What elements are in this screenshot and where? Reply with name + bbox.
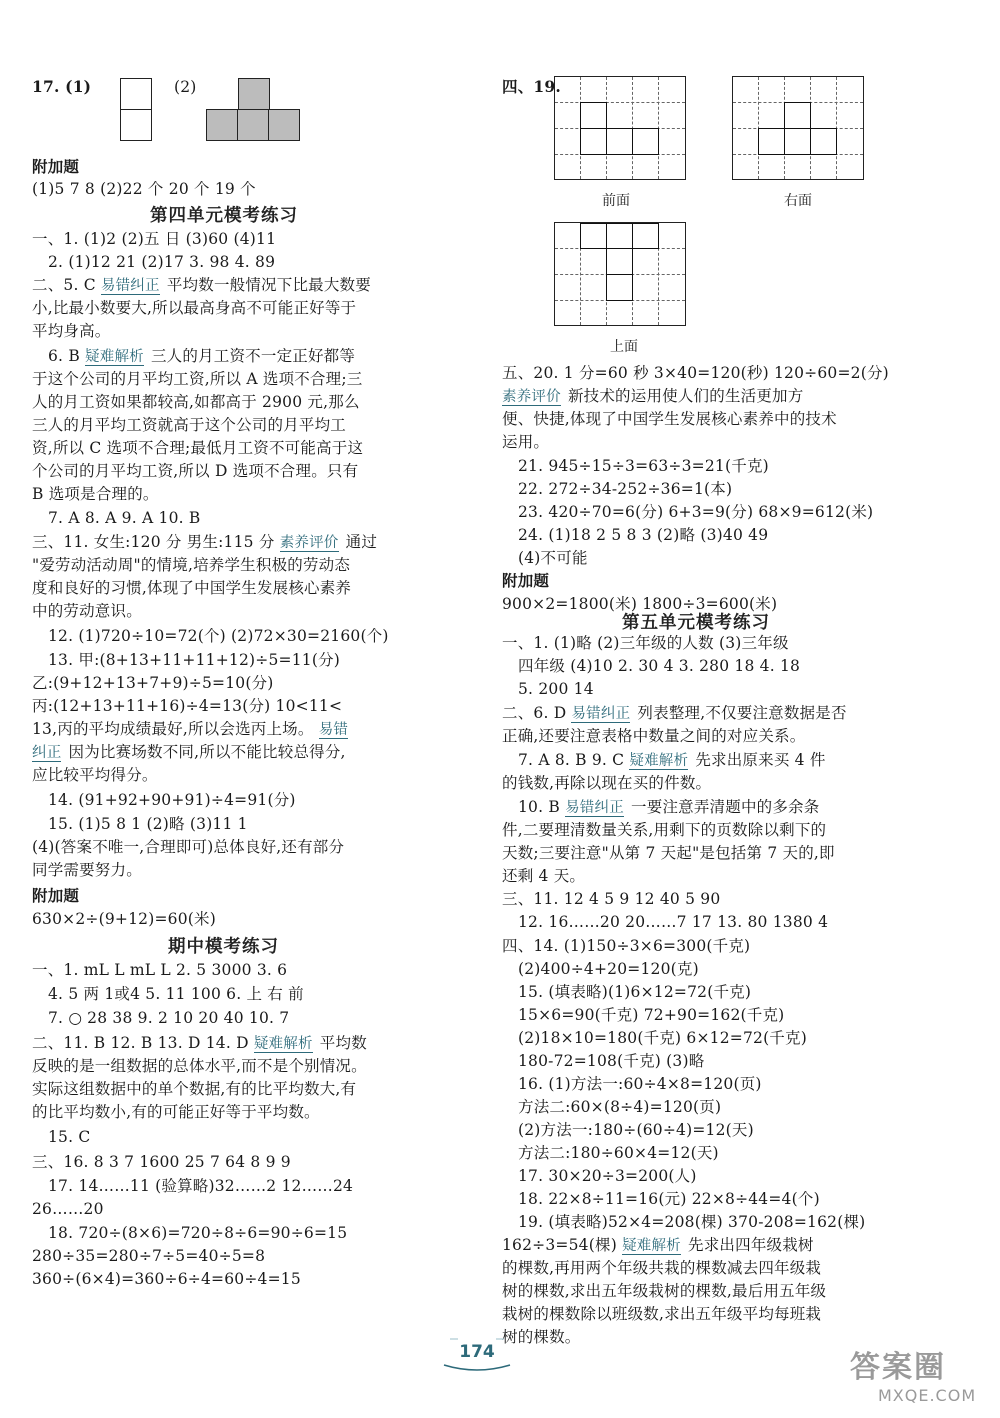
s5-line: 方法二:180÷60×4=12(天) xyxy=(518,1144,719,1162)
top-view-cell xyxy=(606,223,633,249)
midterm-title: 期中模考练习 xyxy=(168,937,279,957)
s5-line: 16. (1)方法一:60÷4×8=120(页) xyxy=(518,1075,762,1093)
right-view-cell xyxy=(758,128,785,155)
mid-line: 18. 720÷(8×6)=720÷8÷6=90÷6=15 xyxy=(48,1224,348,1242)
s4-line: 纠正 因为比赛场数不同,所以不能比较总得分, xyxy=(32,743,346,761)
front-view-caption: 前面 xyxy=(602,193,630,209)
extra-line: 900×2=1800(米) 1800÷3=600(米) xyxy=(502,595,778,613)
s4-line: 于这个公司的月平均工资,所以 A 选项不合理;三 xyxy=(32,370,363,388)
s5-line: 162÷3=54(棵) 疑难解析 先求出四年级栽树 xyxy=(502,1236,814,1254)
extra1-line: (1)5 7 8 (2)22 个 20 个 19 个 xyxy=(32,180,256,198)
q17-label: 17. (1) xyxy=(32,77,92,96)
quality-eval-tag: 素养评价 xyxy=(279,535,339,551)
s4-line: 13,丙的平均成绩最好,所以会选丙上场。 易错 xyxy=(32,720,349,738)
r-line: 22. 272÷34-252÷36=1(本) xyxy=(518,480,733,498)
error-correction-tag: 易错纠正 xyxy=(565,800,624,816)
s5-line: 树的棵数。 xyxy=(502,1328,581,1346)
q19-label: 四、19. xyxy=(502,77,561,96)
s4-line: 个公司的月平均工资,所以 D 选项不合理。只有 xyxy=(32,462,359,480)
mid-line: 一、1. mL L mL L 2. 5 3000 3. 6 xyxy=(32,961,288,979)
extra2-line: 630×2÷(9+12)=60(米) xyxy=(32,910,216,928)
r-line: 素养评价 新技术的运用使人们的生活更加方 xyxy=(502,387,804,405)
r-line: (4)不可能 xyxy=(518,549,588,567)
s5-line: 四年级 (4)10 2. 30 4 3. 280 18 4. 18 xyxy=(518,657,801,675)
page-number: 174 xyxy=(459,1342,495,1362)
s4-line: 人的月工资如果都较高,如都高于 2900 元,那么 xyxy=(32,393,360,411)
mid-line: 实际这组数据中的单个数据,有的比平均数大,有 xyxy=(32,1080,357,1098)
s4-line: 14. (91+92+90+91)÷4=91(分) xyxy=(48,791,296,809)
s4-line: 13. 甲:(8+13+11+11+12)÷5=11(分) xyxy=(48,651,341,669)
s4-line: 2. (1)12 21 (2)17 3. 98 4. 89 xyxy=(48,253,276,271)
extra-title: 附加题 xyxy=(502,571,550,590)
quality-eval-tag: 素养评价 xyxy=(502,389,561,405)
analysis-tag: 疑难解析 xyxy=(622,1238,681,1254)
analysis-tag: 疑难解析 xyxy=(629,753,689,769)
q17-figure2-square-3 xyxy=(268,109,300,141)
front-view-cell xyxy=(632,128,659,155)
top-view-cell xyxy=(580,223,607,249)
s5-line: 件,二要理清数量关系,用剩下的页数除以剩下的 xyxy=(502,821,827,839)
s4-line: 6. B 疑难解析 三人的月工资不一定正好都等 xyxy=(48,347,356,365)
s5-line: 10. B 易错纠正 一要注意弄清题中的多余条 xyxy=(518,798,820,816)
s5-line: 17. 30×20÷3=200(人) xyxy=(518,1167,697,1185)
r-line: 23. 420÷70=6(分) 6+3=9(分) 68×9=612(米) xyxy=(518,503,874,521)
s5-line: 5. 200 14 xyxy=(518,680,594,698)
error-correction-tag: 纠正 xyxy=(32,745,62,761)
s5-line: 180-72=108(千克) (3)略 xyxy=(518,1052,705,1070)
right-view-cell xyxy=(810,128,837,155)
q17-figure2-square-2 xyxy=(237,109,269,141)
s5-line: 12. 16……20 20……7 17 13. 80 1380 4 xyxy=(518,913,829,931)
section5-title: 第五单元模考练习 xyxy=(622,613,770,633)
error-correction-tag: 易错纠正 xyxy=(100,278,160,294)
mid-line: 7. ○ 28 38 9. 2 10 20 40 10. 7 xyxy=(48,1009,290,1027)
q17-figure1-top-square xyxy=(120,78,152,110)
r-line: 24. (1)18 2 5 8 3 (2)略 (3)40 49 xyxy=(518,526,769,544)
s5-line: (2)18×10=180(千克) 6×12=72(千克) xyxy=(518,1029,807,1047)
s5-line: 15. (填表略)(1)6×12=72(千克) xyxy=(518,983,752,1001)
s4-line: 资,所以 C 选项不合理;最低月工资不可能高于这 xyxy=(32,439,364,457)
s4-line: 丙:(12+13+11+16)÷4=13(分) 10<11< xyxy=(32,697,343,715)
s5-line: 一、1. (1)略 (2)三年级的人数 (3)三年级 xyxy=(502,634,789,652)
s4-line: 三、11. 女生:120 分 男生:115 分 素养评价 通过 xyxy=(32,533,378,551)
s4-line: 度和良好的习惯,体现了中国学生发展核心素养 xyxy=(32,579,352,597)
s5-line: 天数;三要注意"从第 7 天起"是包括第 7 天的,即 xyxy=(502,844,835,862)
s4-line: 二、5. C 易错纠正 平均数一般情况下比最大数要 xyxy=(32,276,371,294)
s5-line: (2)400÷4+20=120(克) xyxy=(518,960,699,978)
mid-line: 17. 14……11 (验算略)32……2 12……24 xyxy=(48,1177,354,1195)
top-view-caption: 上面 xyxy=(610,339,638,355)
front-view-cell xyxy=(580,102,607,129)
analysis-tag: 疑难解析 xyxy=(253,1036,313,1052)
s4-line: 12. (1)720÷10=72(个) (2)72×30=2160(个) xyxy=(48,627,389,645)
s5-line: 的钱数,再除以现在买的件数。 xyxy=(502,774,712,792)
s5-line: 三、11. 12 4 5 9 12 40 5 90 xyxy=(502,890,721,908)
r-line: 21. 945÷15÷3=63÷3=21(千克) xyxy=(518,457,769,475)
s4-line: 平均身高。 xyxy=(32,322,111,340)
s4-line: 中的劳动意识。 xyxy=(32,602,142,620)
s5-line: 15×6=90(千克) 72+90=162(千克) xyxy=(518,1006,785,1024)
mid-line: 反映的是一组数据的总体水平,而不是个别情况。 xyxy=(32,1057,367,1075)
mid-line: 15. C xyxy=(48,1128,91,1146)
top-view-grid xyxy=(554,222,686,326)
s4-line: (4)(答案不唯一,合理即可)总体良好,还有部分 xyxy=(32,838,345,856)
error-correction-tag: 易错 xyxy=(318,722,349,738)
q17-figure1-bottom-square xyxy=(120,109,152,141)
q17-figure2-top-square xyxy=(238,78,270,110)
s5-line: 树的棵数,求出五年级栽树的棵数,最后用五年级 xyxy=(502,1282,827,1300)
s5-line: 四、14. (1)150÷3×6=300(千克) xyxy=(502,937,751,955)
mid-line: 26……20 xyxy=(32,1200,104,1218)
analysis-tag: 疑难解析 xyxy=(85,349,144,365)
extra1-title: 附加题 xyxy=(32,157,80,176)
q17-figure2-square-1 xyxy=(206,109,238,141)
front-view-grid xyxy=(554,76,686,180)
s4-line: "爱劳动活动周"的情境,培养学生积极的劳动态 xyxy=(32,556,351,574)
right-view-grid xyxy=(732,76,864,180)
s4-line: 应比较平均得分。 xyxy=(32,766,158,784)
s5-line: 7. A 8. B 9. C 疑难解析 先求出原来买 4 件 xyxy=(518,751,826,769)
s4-line: 一、1. (1)2 (2)五 日 (3)60 (4)11 xyxy=(32,230,277,248)
front-view-cell xyxy=(580,128,607,155)
r-line: 便、快捷,体现了中国学生发展核心素养中的技术 xyxy=(502,410,837,428)
right-view-cell xyxy=(784,102,811,129)
extra2-title: 附加题 xyxy=(32,886,80,905)
s5-line: 18. 22×8÷11=16(元) 22×8÷44=4(个) xyxy=(518,1190,820,1208)
mid-line: 的比平均数小,有的可能正好等于平均数。 xyxy=(32,1103,320,1121)
s4-line: 乙:(9+12+13+7+9)÷5=10(分) xyxy=(32,674,274,692)
top-view-cell xyxy=(632,223,659,249)
s4-line: 三人的月平均工资就高于这个公司的月平均工 xyxy=(32,416,347,434)
s5-line: 二、6. D 易错纠正 列表整理,不仅要注意数据是否 xyxy=(502,704,847,722)
s4-line: B 选项是合理的。 xyxy=(32,485,159,503)
section4-title: 第四单元模考练习 xyxy=(150,206,298,226)
s4-line: 同学需要努力。 xyxy=(32,861,142,879)
r-line: 五、20. 1 分=60 秒 3×40=120(秒) 120÷60=2(分) xyxy=(502,364,889,382)
q17-label2: (2) xyxy=(174,78,197,96)
right-view-caption: 右面 xyxy=(784,193,812,209)
mid-line: 360÷(6×4)=360÷6÷4=60÷4=15 xyxy=(32,1270,301,1288)
s5-line: 方法二:60×(8÷4)=120(页) xyxy=(518,1098,722,1116)
s5-line: 19. (填表略)52×4=208(棵) 370-208=162(棵) xyxy=(518,1213,866,1231)
s4-line: 15. (1)5 8 1 (2)略 (3)11 1 xyxy=(48,815,248,833)
top-view-cell xyxy=(606,248,633,275)
mid-line: 二、11. B 12. B 13. D 14. D 疑难解析 平均数 xyxy=(32,1034,367,1052)
s5-line: 还剩 4 天。 xyxy=(502,867,586,885)
watermark-logo: 答案圈 MXQE.COM xyxy=(850,1350,977,1405)
error-correction-tag: 易错纠正 xyxy=(571,706,631,722)
front-view-cell xyxy=(606,128,633,155)
top-view-cell xyxy=(606,274,633,301)
right-view-cell xyxy=(784,128,811,155)
s5-line: 栽树的棵数除以班级数,求出五年级平均每班栽 xyxy=(502,1305,822,1323)
s4-line: 小,比最小数要大,所以最高身高不可能正好等于 xyxy=(32,299,357,317)
mid-line: 280÷35=280÷7÷5=40÷5=8 xyxy=(32,1247,266,1265)
s5-line: 的棵数,再用两个年级共栽的棵数减去四年级栽 xyxy=(502,1259,822,1277)
s5-line: (2)方法一:180÷(60÷4)=12(天) xyxy=(518,1121,754,1139)
s4-line: 7. A 8. A 9. A 10. B xyxy=(48,509,201,527)
s5-line: 正确,还要注意表格中数量之间的对应关系。 xyxy=(502,727,806,745)
r-line: 运用。 xyxy=(502,433,550,451)
mid-line: 4. 5 两 1或4 5. 11 100 6. 上 右 前 xyxy=(48,985,304,1003)
mid-line: 三、16. 8 3 7 1600 25 7 64 8 9 9 xyxy=(32,1153,291,1171)
